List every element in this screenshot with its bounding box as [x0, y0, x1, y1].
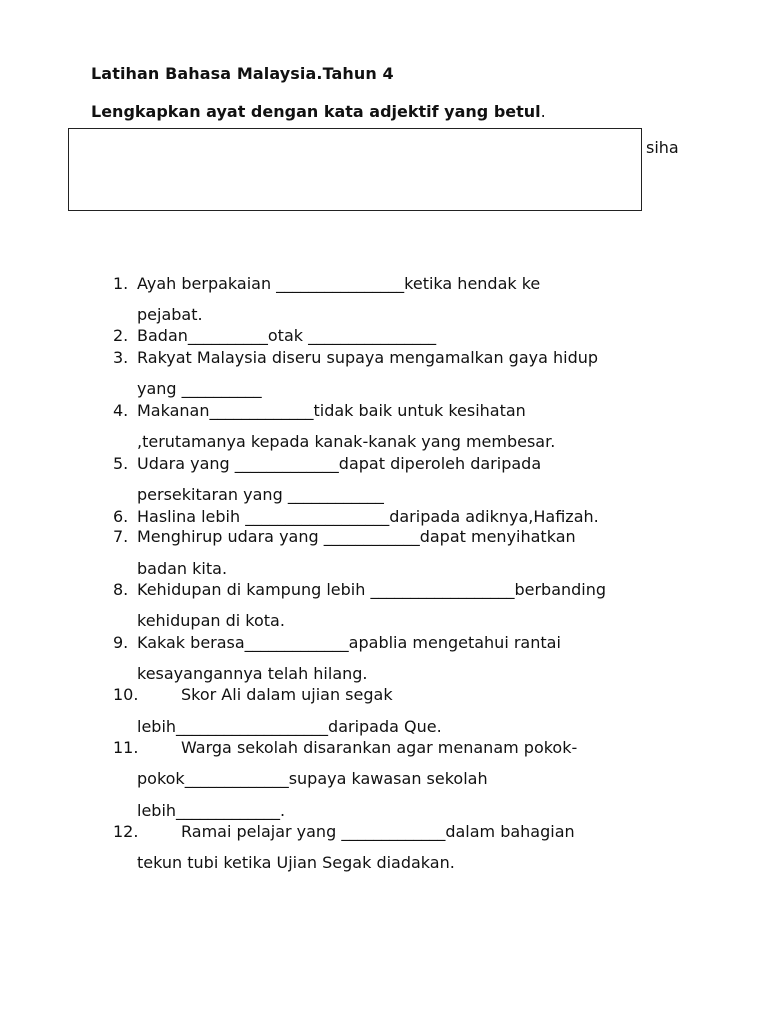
question-10-continuation: lebih___________________daripada Que.: [137, 717, 442, 736]
question-9-continuation: kesayangannya telah hilang.: [137, 664, 368, 683]
question-number: 7.: [113, 527, 129, 546]
question-number: 5.: [113, 454, 129, 473]
question-text: Ramai pelajar yang _____________dalam bahagian: [181, 822, 575, 841]
question-text: Warga sekolah disarankan agar menanam pokok-: [181, 738, 578, 757]
question-text: Haslina lebih __________________daripada adiknya,Hafizah.: [137, 507, 599, 526]
question-text: Skor Ali dalam ujian segak: [181, 685, 393, 704]
instruction-label: Lengkapkan ayat dengan kata adjektif yang betul: [91, 102, 541, 121]
instruction-text: [91, 102, 546, 121]
worksheet-title: Latihan Bahasa Malaysia.Tahun 4: [91, 64, 394, 83]
question-number: 1.: [113, 274, 129, 293]
question-number: 2.: [113, 326, 129, 345]
question-number: 11.: [113, 738, 139, 757]
question-7-continuation: badan kita.: [137, 559, 228, 578]
instruction-period: .: [540, 102, 546, 121]
question-text: Menghirup udara yang ____________dapat menyihatkan: [137, 527, 576, 546]
obscured-word-fragment: siha: [646, 138, 679, 157]
question-text: Makanan_____________tidak baik untuk kesihatan: [137, 401, 526, 420]
question-11-continuation-2: lebih_____________.: [137, 801, 286, 820]
question-text: Rakyat Malaysia diseru supaya mengamalkan gaya hidup: [137, 348, 599, 367]
question-text: Kakak berasa_____________apablia mengetahui rantai: [137, 633, 561, 652]
question-12-continuation: tekun tubi ketika Ujian Segak diadakan.: [137, 853, 455, 872]
question-11-continuation: pokok_____________supaya kawasan sekolah: [137, 769, 488, 788]
question-4-continuation: ,terutamanya kepada kanak-kanak yang membesar.: [137, 432, 556, 451]
question-text: Kehidupan di kampung lebih __________________berbanding: [137, 580, 607, 599]
question-number: 10.: [113, 685, 139, 704]
question-5-continuation: persekitaran yang ____________: [137, 485, 384, 504]
question-8-continuation: kehidupan di kota.: [137, 611, 285, 630]
question-number: 12.: [113, 822, 139, 841]
question-text: Ayah berpakaian ________________ketika hendak ke: [137, 274, 541, 293]
question-3-continuation: yang __________: [137, 379, 262, 398]
question-text: Udara yang _____________dapat diperoleh daripada: [137, 454, 542, 473]
question-text: Badan__________otak ________________: [137, 326, 437, 345]
question-1-continuation: pejabat.: [137, 305, 203, 324]
question-number: 3.: [113, 348, 129, 367]
question-number: 6.: [113, 507, 129, 526]
question-number: 4.: [113, 401, 129, 420]
question-number: 8.: [113, 580, 129, 599]
cover-box: [68, 128, 642, 211]
question-number: 9.: [113, 633, 129, 652]
